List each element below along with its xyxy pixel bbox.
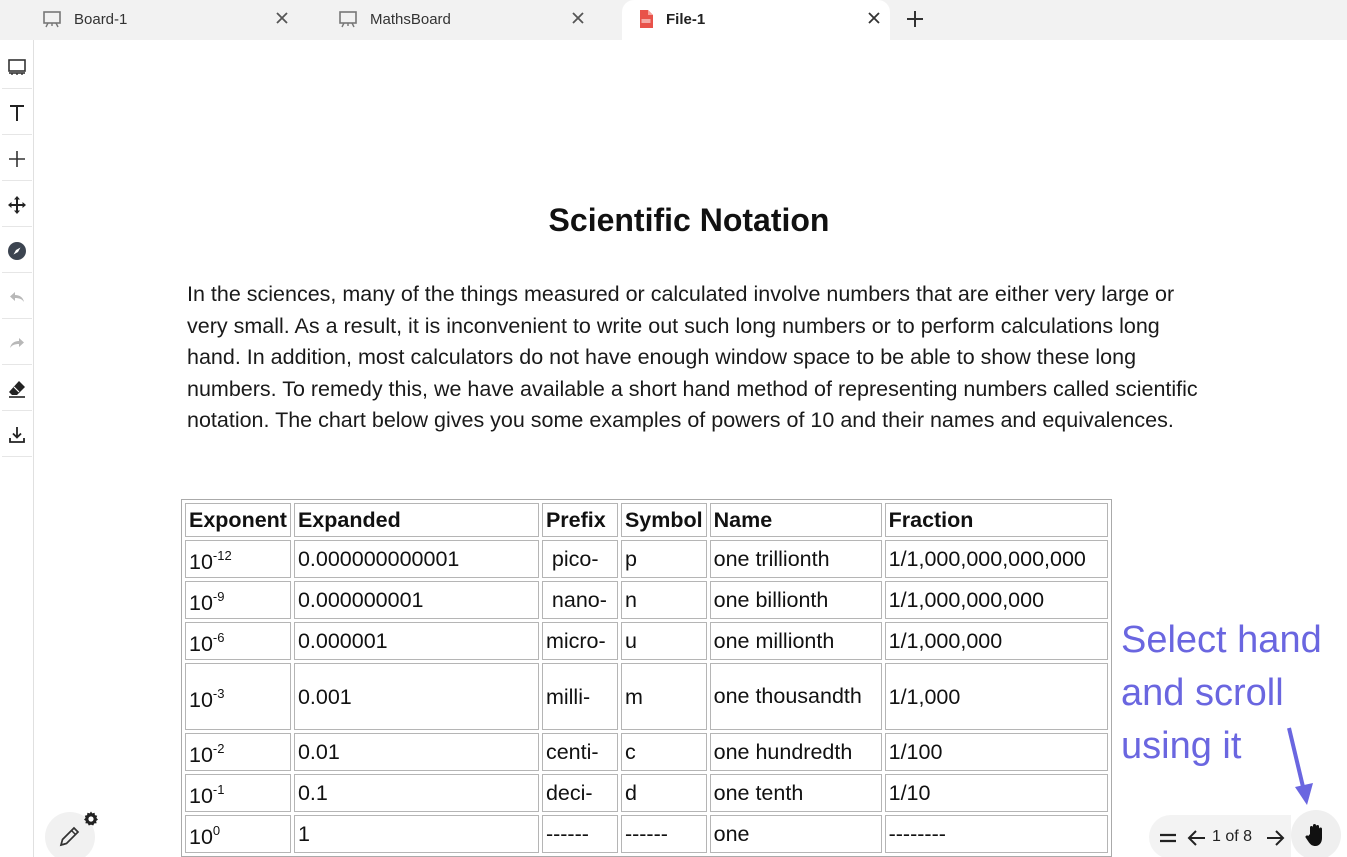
download-tool[interactable] [2, 413, 32, 457]
table-header-row [185, 503, 1108, 537]
fraction-cell: -------- [885, 815, 1108, 853]
download-icon [7, 425, 27, 445]
board-tool[interactable] [2, 45, 32, 89]
text-tool[interactable] [2, 91, 32, 135]
gear-icon[interactable] [82, 810, 100, 828]
exponent-cell: $10^{-2}$ [185, 733, 291, 771]
prefix-cell: deci- [542, 774, 618, 812]
expanded-cell: 0.000001 [294, 622, 539, 660]
left-toolbar [0, 40, 34, 857]
table-row [185, 663, 1108, 730]
arrow-right-icon[interactable] [1264, 827, 1286, 849]
tab-file-1[interactable] [622, 0, 890, 40]
fraction-cell: 1/10 [885, 774, 1108, 812]
hand-icon [1304, 822, 1328, 848]
name-cell: one trillionth [710, 540, 882, 578]
table-row [185, 774, 1108, 812]
tab-mathsboard[interactable] [326, 0, 606, 40]
fraction-cell: 1/100 [885, 733, 1108, 771]
name-cell: one thousandth [710, 663, 882, 730]
header-exponent: Exponent [185, 503, 291, 537]
fraction-cell: 1/1,000,000,000,000 [885, 540, 1108, 578]
symbol-cell: ------ [621, 815, 707, 853]
undo-tool[interactable] [2, 275, 32, 319]
hint-arrow-icon [1280, 725, 1320, 807]
text-icon [7, 103, 27, 123]
compass-icon [7, 241, 27, 261]
fraction-cell: 1/1,000 [885, 663, 1108, 730]
tab-bar [0, 0, 1347, 40]
prefix-cell: micro- [542, 622, 618, 660]
whiteboard-icon [42, 9, 62, 29]
expanded-cell: 0.000000000001 [294, 540, 539, 578]
eraser-icon [7, 379, 27, 399]
prefix-cell: pico- [542, 540, 618, 578]
tab-label: File-1 [666, 11, 706, 28]
name-cell: one [710, 815, 882, 853]
name-cell: one hundredth [710, 733, 882, 771]
exponent-cell: $10^{-9}$ [185, 581, 291, 619]
expanded-cell: 0.01 [294, 733, 539, 771]
menu-icon[interactable] [1157, 827, 1179, 849]
redo-tool[interactable] [2, 321, 32, 365]
plus-icon [7, 149, 27, 169]
redo-icon [7, 333, 27, 353]
exponent-cell: $10^{-6}$ [185, 622, 291, 660]
page-navigator [1149, 815, 1291, 857]
exponent-cell: $10^0$ [185, 815, 291, 853]
symbol-cell: m [621, 663, 707, 730]
pdf-file-icon [636, 9, 656, 29]
page-indicator: 1 of 8 [1212, 828, 1253, 845]
name-cell: one tenth [710, 774, 882, 812]
pen-settings-button[interactable] [45, 812, 95, 857]
pencil-icon [58, 824, 82, 848]
symbol-cell: d [621, 774, 707, 812]
fraction-cell: 1/1,000,000 [885, 622, 1108, 660]
prefix-cell: centi- [542, 733, 618, 771]
fraction-cell: 1/1,000,000,000 [885, 581, 1108, 619]
prefix-cell: ------ [542, 815, 618, 853]
tab-label: MathsBoard [370, 11, 451, 28]
header-prefix: Prefix [542, 503, 618, 537]
table-row [185, 540, 1108, 578]
header-fraction: Fraction [885, 503, 1108, 537]
whiteboard-icon [338, 9, 358, 29]
expanded-cell: 0.000000001 [294, 581, 539, 619]
hand-tool-hint: Select hand and scroll using it [1121, 619, 1322, 767]
arrow-left-icon[interactable] [1186, 827, 1208, 849]
name-cell: one millionth [710, 622, 882, 660]
powers-of-ten-table [181, 499, 1112, 857]
document-title: Scientific Notation [548, 202, 830, 238]
add-tab-icon[interactable] [904, 8, 926, 30]
exponent-cell: $10^{-3}$ [185, 663, 291, 730]
header-expanded: Expanded [294, 503, 539, 537]
symbol-cell: u [621, 622, 707, 660]
name-cell: one billionth [710, 581, 882, 619]
close-icon[interactable] [568, 8, 588, 28]
undo-icon [7, 287, 27, 307]
close-icon[interactable] [272, 8, 292, 28]
exponent-cell: $10^{-12}$ [185, 540, 291, 578]
symbol-cell: n [621, 581, 707, 619]
add-tool[interactable] [2, 137, 32, 181]
prefix-cell: nano- [542, 581, 618, 619]
table-row [185, 815, 1108, 853]
symbol-cell: p [621, 540, 707, 578]
prefix-cell: milli- [542, 663, 618, 730]
board-icon [7, 57, 27, 77]
expanded-cell: 1 [294, 815, 539, 853]
symbol-cell: c [621, 733, 707, 771]
expanded-cell: 0.1 [294, 774, 539, 812]
header-symbol: Symbol [621, 503, 707, 537]
tab-board-1[interactable] [30, 0, 310, 40]
header-name: Name [710, 503, 882, 537]
hand-tool-button[interactable] [1291, 810, 1341, 857]
expanded-cell: 0.001 [294, 663, 539, 730]
table-row [185, 581, 1108, 619]
close-icon[interactable] [864, 8, 884, 28]
table-row [185, 733, 1108, 771]
tab-label: Board-1 [74, 11, 128, 28]
eraser-tool[interactable] [2, 367, 32, 411]
exponent-cell: $10^{-1}$ [185, 774, 291, 812]
document-paragraph: In the sciences, many of the things measured or calculated involve numbers that are either very large or very small. As a result, it is inconvenient to write out such long numbers or to perform calculations long hand. In addition, most calculators do not have enough window space to be able to show these long numbers. To remedy this, we have available a short hand method of representing numbers called scientific notation. The chart below gives you some examples of powers of 10 and their names and equivalences. [187, 282, 1198, 432]
table-row [185, 622, 1108, 660]
